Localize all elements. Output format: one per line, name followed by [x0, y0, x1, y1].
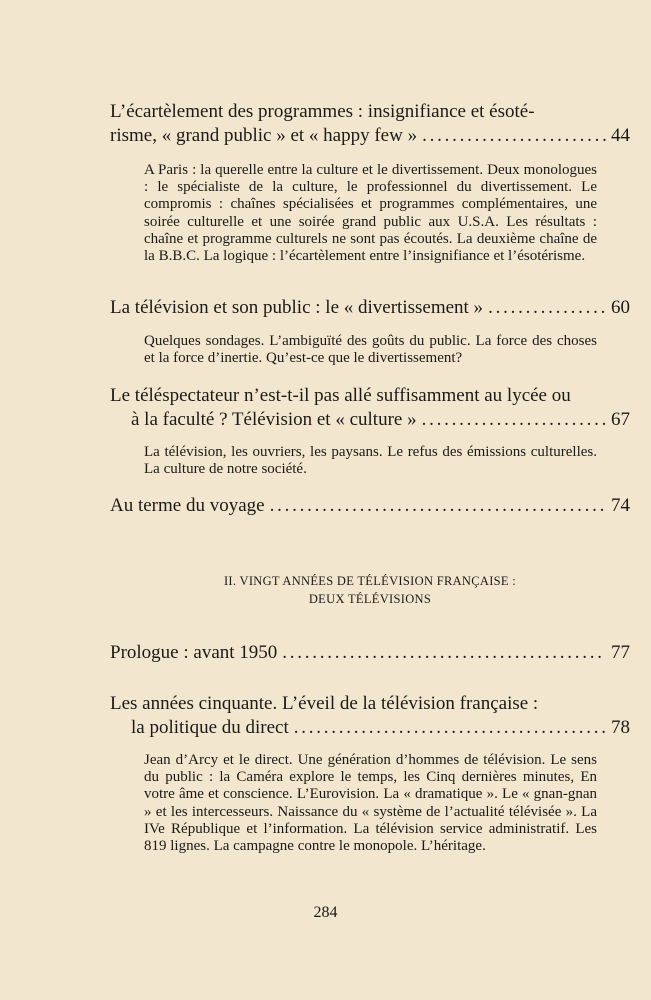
toc-page-number: 78 — [611, 717, 630, 738]
toc-entry — [110, 494, 630, 518]
toc-leader-dots — [422, 408, 606, 432]
toc-page-number: 74 — [611, 495, 630, 516]
toc-entry-summary: A Paris : la querelle entre la culture et le divertissement. Deux monologues : le spécialiste de la culture, le professionnel du divertissement. Le compromis : chaînes spécialisées et programmes complémentaires, une soirée culturelle et une soirée grand public aux U.S.A. Les résultats : chaîne et programme culturels ne sont pas écoutés. La deuxième chaîne de la B.B.C. La logique : l’écartèlement entre l’insignifiance et l’ésotérisme. — [144, 162, 597, 265]
toc-entry-title: à la faculté ? Télévision et « culture » — [131, 409, 417, 430]
toc-page-number: 77 — [611, 642, 630, 663]
toc-entry-title: Les années cinquante. L’éveil de la télévision française : — [110, 693, 539, 714]
page-number: 284 — [313, 904, 338, 921]
toc-entry-summary: Jean d’Arcy et le direct. Une génération d’hommes de télévision. Le sens du public : la Caméra explore le temps, les Cinq dernières minutes, En votre âme et conscience. L’Eurovision. La « dramatique ». Le « gnan-gnan » et les intercesseurs. Naissance du « système de l’actualité télévisée ». La IVe République et l’information. La télévision service administratif. Les 819 lignes. La campagne contre le monopole. L’héritage. — [144, 752, 597, 855]
toc-entry-title: la politique du direct — [131, 717, 289, 738]
toc-entry — [110, 384, 630, 432]
toc-page-number: 67 — [611, 409, 630, 430]
toc-entry-title: Le téléspectateur n’est-t-il pas allé suffisamment au lycée ou — [110, 385, 571, 406]
toc-leader-dots — [282, 641, 606, 665]
toc-entry-title: Prologue : avant 1950 — [110, 642, 278, 663]
section-heading — [110, 572, 630, 608]
toc-entry-title-line — [110, 100, 630, 124]
toc-entry-title-line — [110, 494, 630, 518]
toc-entry-title-line — [110, 384, 630, 408]
toc-leader-dots — [294, 716, 606, 740]
toc-page-number: 44 — [611, 125, 630, 146]
section-heading-line: II. VINGT ANNÉES DE TÉLÉVISION FRANÇAISE : — [223, 574, 517, 588]
toc-entry — [110, 641, 630, 665]
toc-entry-title: L’écartèlement des programmes : insignifiance et ésoté- — [110, 101, 535, 122]
toc-entry-title-line — [110, 692, 630, 716]
toc-entry-title-line — [110, 716, 630, 740]
toc-entry — [110, 100, 630, 148]
toc-leader-dots — [422, 124, 606, 148]
toc-entry-summary: Quelques sondages. L’ambiguïté des goûts du public. La force des choses et la force d’inertie. Qu’est-ce que le divertissement? — [144, 333, 597, 367]
toc-entry-summary: La télévision, les ouvriers, les paysans. Le refus des émissions culturelles. La culture de notre société. — [144, 444, 597, 478]
toc-entry — [110, 692, 630, 740]
toc-leader-dots — [270, 494, 606, 518]
toc-entry — [110, 296, 630, 320]
toc-entry-title: La télévision et son public : le « divertissement » — [110, 297, 484, 318]
toc-entry-title-line — [110, 296, 630, 320]
toc-entry-title: risme, « grand public » et « happy few » — [110, 125, 418, 146]
toc-entry-title: Au terme du voyage — [110, 495, 265, 516]
toc-page-number: 60 — [611, 297, 630, 318]
section-heading-line: DEUX TÉLÉVISIONS — [308, 592, 432, 606]
toc-entry-title-line — [110, 641, 630, 665]
toc-entry-title-line — [110, 408, 630, 432]
toc-leader-dots — [488, 296, 606, 320]
toc-entry-title-line — [110, 124, 630, 148]
